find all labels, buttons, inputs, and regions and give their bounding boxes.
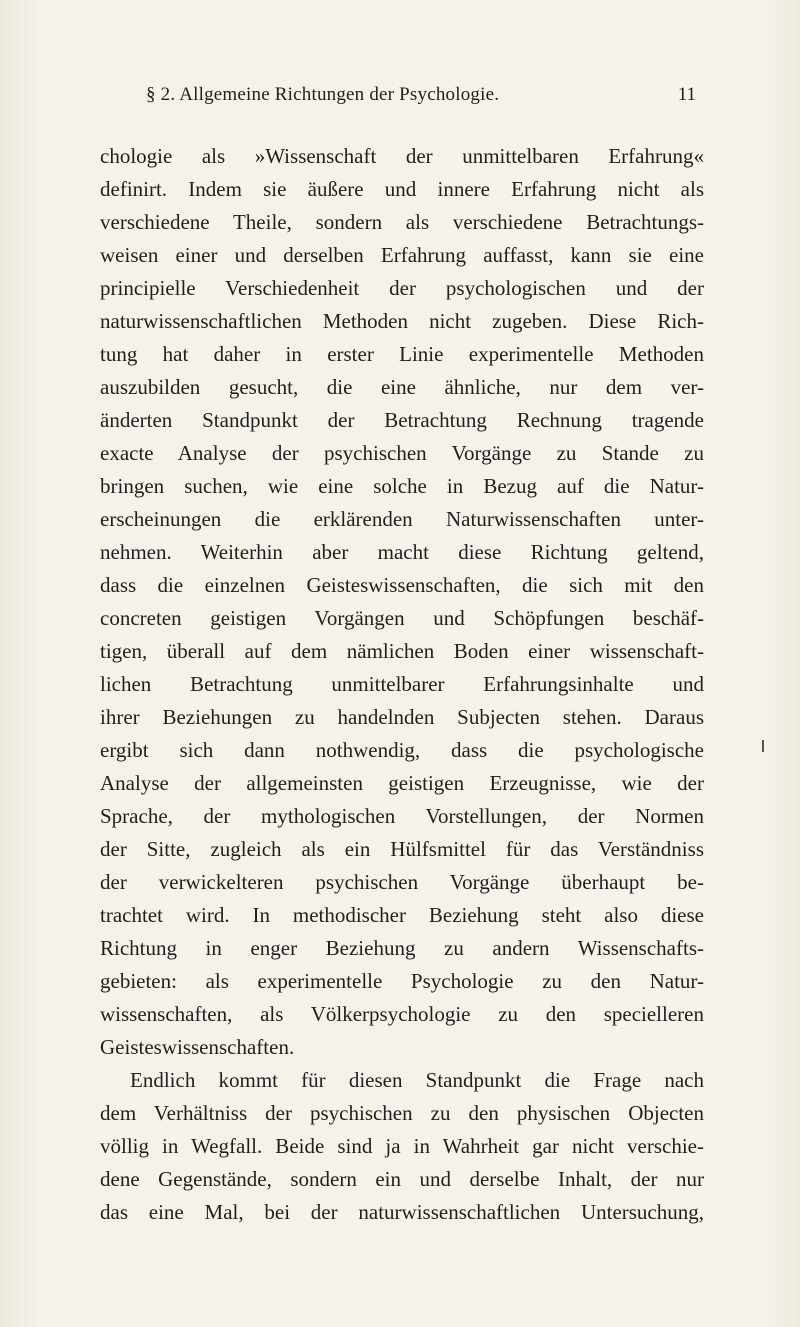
text-line: exacte Analyse der psychischen Vorgänge zu Stande zu [100,441,704,465]
text-line: völlig in Wegfall. Beide sind ja in Wahrheit gar nicht verschie- [100,1134,704,1158]
paragraph-end-line: Geisteswissenschaften. [100,1035,295,1059]
text-line: wissenschaften, als Völkerpsychologie zu den specielleren [100,1002,704,1026]
paragraph-start-line: Endlich kommt für diesen Standpunkt die Frage nach [130,1068,704,1092]
text-line: bringen suchen, wie eine solche in Bezug auf die Natur- [100,474,704,498]
text-line: Sprache, der mythologischen Vorstellungen, der Normen [100,804,704,828]
text-line: principielle Verschiedenheit der psychologischen und der [100,276,704,300]
text-line: Richtung in enger Beziehung zu andern Wissenschafts- [100,936,704,960]
text-line: dem Verhältniss der psychischen zu den physischen Objecten [100,1101,704,1125]
text-line: concreten geistigen Vorgängen und Schöpfungen beschäf- [100,606,704,630]
page-number: 11 [677,84,696,105]
text-line: der Sitte, zugleich als ein Hülfsmittel für das Verständniss [100,837,704,861]
text-line: der verwickelteren psychischen Vorgänge überhaupt be- [100,870,704,894]
text-line: definirt. Indem sie äußere und innere Erfahrung nicht als [100,177,704,201]
running-title: § 2. Allgemeine Richtungen der Psychologie. [146,84,500,105]
text-line: das eine Mal, bei der naturwissenschaftlichen Untersuchung, [100,1200,704,1224]
text-line: lichen Betrachtung unmittelbarer Erfahrungsinhalte und [100,672,704,696]
text-line: tigen, überall auf dem nämlichen Boden einer wissenschaft- [100,639,704,663]
text-line: gebieten: als experimentelle Psychologie zu den Natur- [100,969,704,993]
text-line: tung hat daher in erster Linie experimentelle Methoden [100,342,704,366]
running-head [100,84,696,110]
text-line: auszubilden gesucht, die eine ähnliche, nur dem ver- [100,375,704,399]
text-line: chologie als »Wissenschaft der unmittelbaren Erfahrung« [100,144,704,168]
text-line: ergibt sich dann nothwendig, dass die psychologische [100,738,704,762]
text-line: änderten Standpunkt der Betrachtung Rechnung tragende [100,408,704,432]
text-line: dass die einzelnen Geisteswissenschaften, die sich mit den [100,573,704,597]
text-line: erscheinungen die erklärenden Naturwissenschaften unter- [100,507,704,531]
text-line: trachtet wird. In methodischer Beziehung steht also diese [100,903,704,927]
text-line: weisen einer und derselben Erfahrung auffasst, kann sie eine [100,243,704,267]
text-line: ihrer Beziehungen zu handelnden Subjecten stehen. Daraus [100,705,704,729]
body-text [100,140,704,1229]
text-line: naturwissenschaftlichen Methoden nicht zugeben. Diese Rich- [100,309,704,333]
text-line: Analyse der allgemeinsten geistigen Erzeugnisse, wie der [100,771,704,795]
text-line: verschiedene Theile, sondern als verschiedene Betrachtungs- [100,210,704,234]
margin-mark [762,740,764,752]
text-line: dene Gegenstände, sondern ein und derselbe Inhalt, der nur [100,1167,704,1191]
text-line: nehmen. Weiterhin aber macht diese Richtung geltend, [100,540,704,564]
